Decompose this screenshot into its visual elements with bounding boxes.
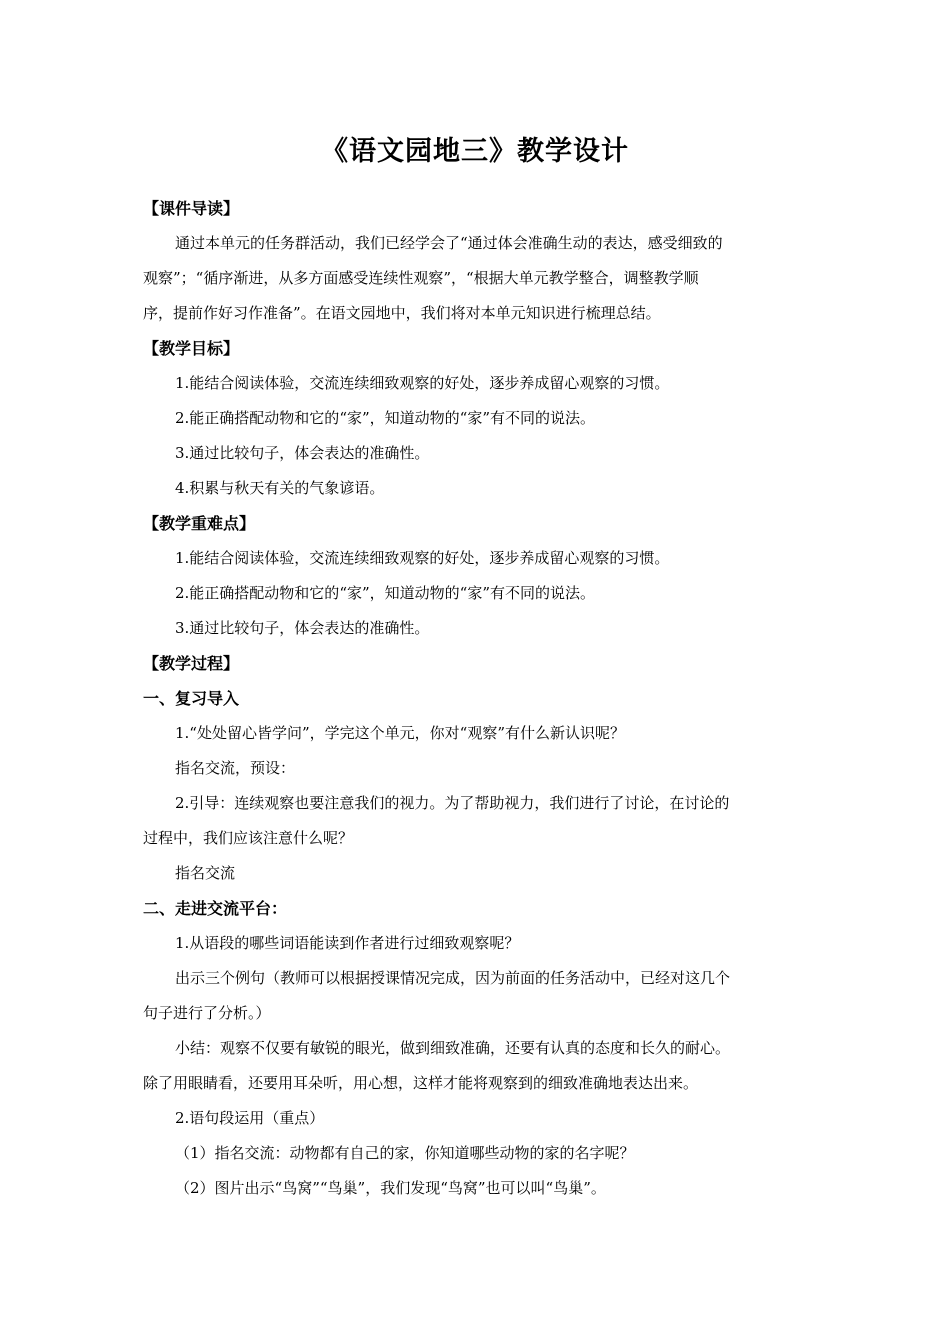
paragraph <box>143 786 807 856</box>
paragraph <box>143 366 807 401</box>
paragraph <box>143 1101 807 1136</box>
paragraph-line: 2.语句段运用（重点） <box>175 1109 325 1127</box>
paragraph <box>143 541 807 576</box>
paragraph-line: 指名交流，预设： <box>175 759 296 777</box>
paragraph <box>143 226 807 331</box>
page-title: 《语文园地三》教学设计 <box>321 136 629 167</box>
section-heading: 【教学过程】 <box>143 654 240 673</box>
paragraph-line: 小结：观察不仅要有敏锐的眼光，做到细致准确，还要有认真的态度和长久的耐心。 <box>175 1039 731 1057</box>
paragraph-line: 4.积累与秋天有关的气象谚语。 <box>175 479 385 497</box>
section-heading: 二、走进交流平台： <box>143 899 288 918</box>
section-heading: 一、复习导入 <box>143 689 240 708</box>
paragraph-line: 通过本单元的任务群活动，我们已经学会了“通过体会准确生动的表达，感受细致的 <box>175 234 723 252</box>
paragraph <box>143 576 807 611</box>
paragraph-line: 观察”；“循序渐进，从多方面感受连续性观察”，“根据大单元教学整合，调整教学顺 <box>143 269 699 287</box>
paragraph <box>143 471 807 506</box>
paragraph-line: 3.通过比较句子，体会表达的准确性。 <box>175 619 430 637</box>
section-heading: 【课件导读】 <box>143 199 240 218</box>
paragraph <box>143 1171 807 1206</box>
paragraph <box>143 436 807 471</box>
paragraph-line: 1.能结合阅读体验，交流连续细致观察的好处，逐步养成留心观察的习惯。 <box>175 549 670 567</box>
paragraph-line: 3.通过比较句子，体会表达的准确性。 <box>175 444 430 462</box>
paragraph-line: 2.引导：连续观察也要注意我们的视力。为了帮助视力，我们进行了讨论，在讨论的 <box>175 794 730 812</box>
paragraph <box>143 1031 807 1101</box>
paragraph <box>143 716 807 751</box>
section-heading: 【教学重难点】 <box>143 514 256 533</box>
section-heading: 【教学目标】 <box>143 339 240 358</box>
paragraph-line: 句子进行了分析。） <box>143 1004 271 1022</box>
paragraph <box>143 926 807 961</box>
paragraph-line: （2）图片出示“鸟窝”“鸟巢”，我们发现“鸟窝”也可以叫“鸟巢”。 <box>175 1179 606 1197</box>
paragraph-line: 2.能正确搭配动物和它的“家”，知道动物的“家”有不同的说法。 <box>175 409 595 427</box>
paragraph-line: 2.能正确搭配动物和它的“家”，知道动物的“家”有不同的说法。 <box>175 584 595 602</box>
paragraph-line: 出示三个例句（教师可以根据授课情况完成，因为前面的任务活动中，已经对这几个 <box>175 969 731 987</box>
paragraph-line: 过程中，我们应该注意什么呢？ <box>143 829 354 847</box>
paragraph-line: 指名交流 <box>175 864 236 882</box>
paragraph-line: 1.从语段的哪些词语能读到作者进行过细致观察呢？ <box>175 934 520 952</box>
paragraph <box>143 751 807 786</box>
paragraph <box>143 611 807 646</box>
paragraph-line: 除了用眼睛看，还要用耳朵听，用心想，这样才能将观察到的细致准确地表达出来。 <box>143 1074 699 1092</box>
paragraph-line: 1.“处处留心皆学问”，学完这个单元，你对“观察”有什么新认识呢？ <box>175 724 625 742</box>
paragraph <box>143 856 807 891</box>
paragraph <box>143 961 807 1031</box>
paragraph-line: （1）指名交流：动物都有自己的家，你知道哪些动物的家的名字呢？ <box>175 1144 635 1162</box>
paragraph-line: 序，提前作好习作准备”。在语文园地中，我们将对本单元知识进行梳理总结。 <box>143 304 661 322</box>
document-body <box>143 191 807 1206</box>
paragraph <box>143 1136 807 1171</box>
paragraph <box>143 401 807 436</box>
paragraph-line: 1.能结合阅读体验，交流连续细致观察的好处，逐步养成留心观察的习惯。 <box>175 374 670 392</box>
